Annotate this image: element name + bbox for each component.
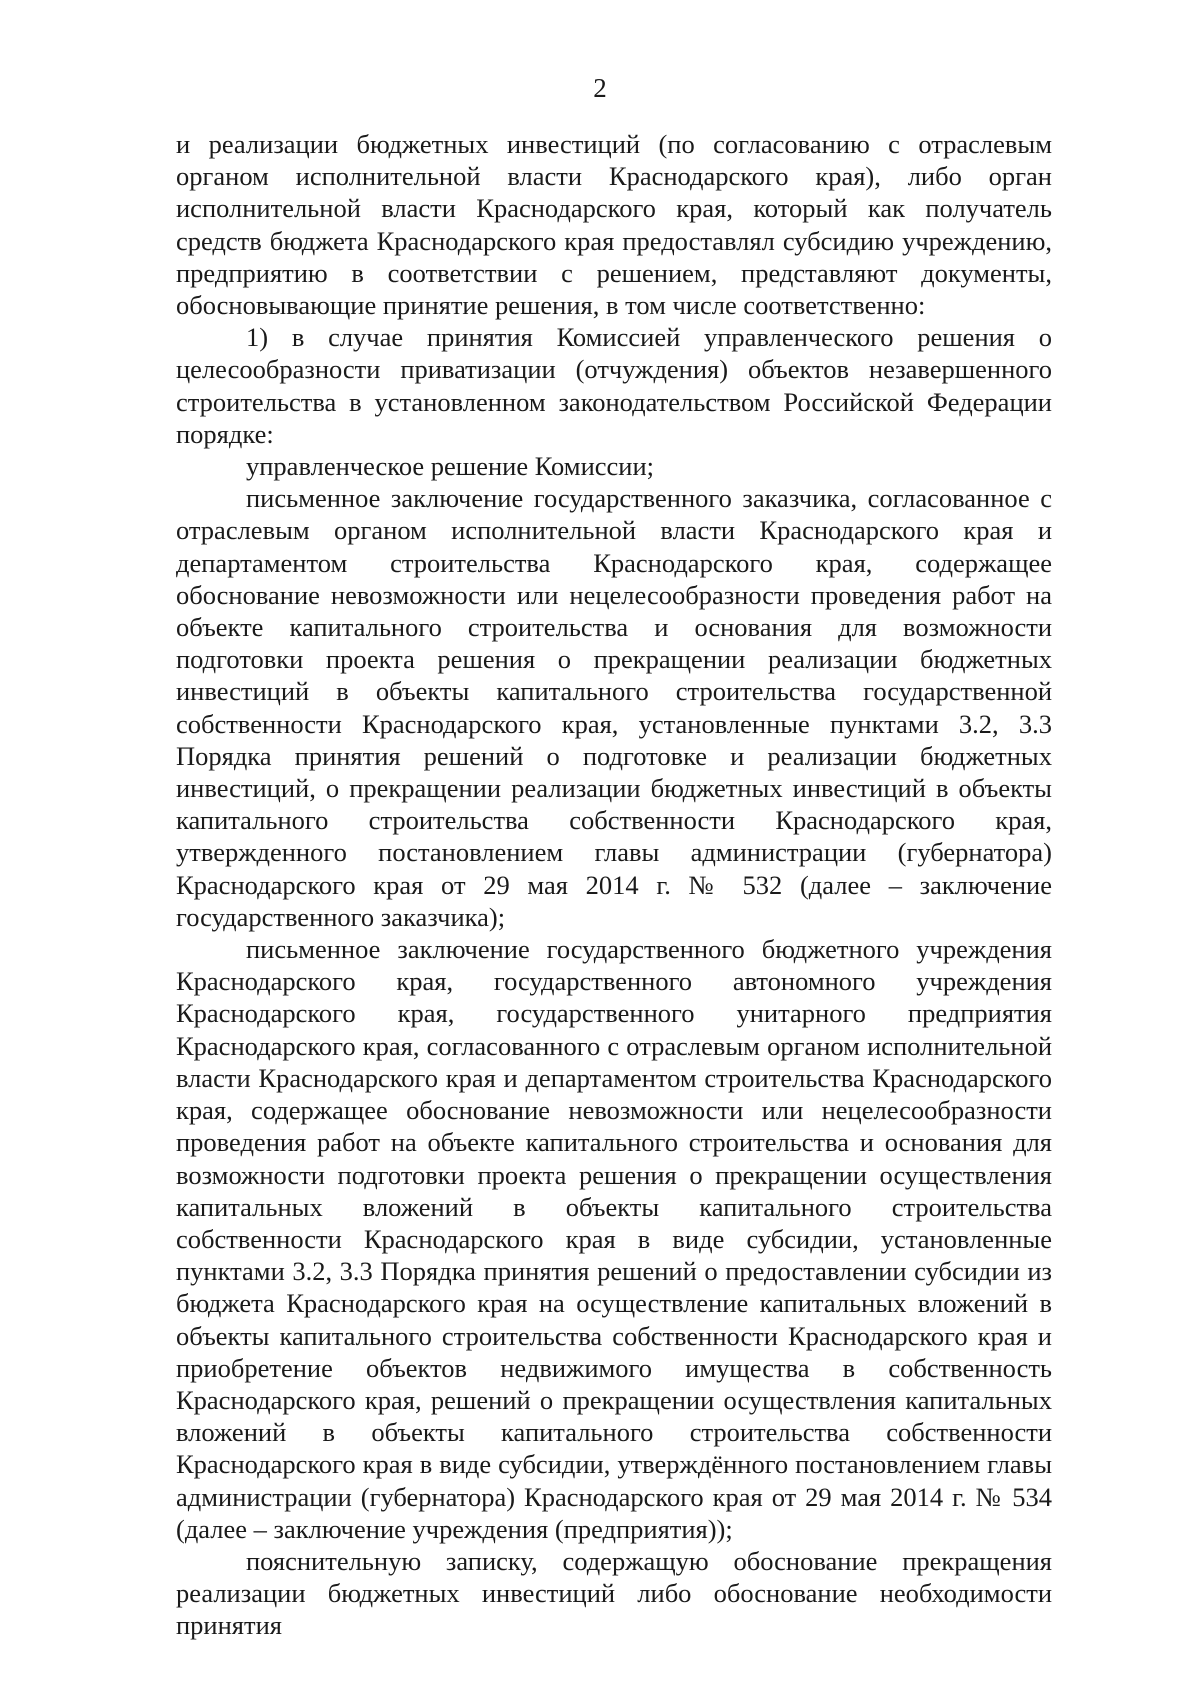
paragraph-management-decision: управленческое решение Комиссии; xyxy=(246,451,655,482)
paragraph-item-1: 1) в случае принятия Комиссией управленческого решения о целесообразности приватизации (отчуждения) объектов незавершенного строительства в установленном законодательством Российской Федерации порядке: xyxy=(176,322,1052,449)
paragraph-explanatory-note: пояснительную записку, содержащую обоснование прекращения реализации бюджетных инвестиций либо обоснование необходимости принятия xyxy=(176,1545,1052,1641)
paragraph-institution-conclusion: письменное заключение государственного бюджетного учреждения Краснодарского края, государственного автономного учреждения Краснодарского края, государственного унитарного предприятия Краснодарского края, согласованного с отраслевым органом исполнительной власти Краснодарского края и департаментом строительства Краснодарского края, содержащее обоснование невозможности или нецелесообразности проведения работ на объекте капитального строительства и основания для возможности подготовки проекта решения о прекращении осуществления капитальных вложений в объекты капитального строительства собственности Краснодарского края в виде субсидии, установленные пунктами 3.2, 3.3 Порядка принятия решений о предоставлении субсидии из бюджета Краснодарского края на осуществление капитальных вложений в объекты капитального строительства собственности Краснодарского края и приобретение объектов недвижимого имущества в собственность Краснодарского края, решений о прекращении осуществления капитальных вложений в объекты капитального строительства собственности Краснодарского края в виде субсидии, утверждённого постановлением главы администрации (губернатора) Краснодарского края от 29 мая 2014 г. № 534 (далее – заключение учреждения (предприятия)); xyxy=(176,934,1052,1544)
page-number: 2 xyxy=(593,73,607,103)
document-body xyxy=(176,128,1052,1642)
paragraph-customer-conclusion: письменное заключение государственного заказчика, согласованное с отраслевым органом исполнительной власти Краснодарского края и департаментом строительства Краснодарского края, содержащее обоснование невозможности или нецелесообразности проведения работ на объекте капитального строительства и основания для возможности подготовки проекта решения о прекращении реализации бюджетных инвестиций в объекты капитального строительства государственной собственности Краснодарского края, установленные пунктами 3.2, 3.3 Порядка принятия решений о подготовке и реализации бюджетных инвестиций, о прекращении реализации бюджетных инвестиций в объекты капитального строительства собственности Краснодарского края, утвержденного постановлением главы администрации (губернатора) Краснодарского края от 29 мая 2014 г. № 532 (далее – заключение государственного заказчика); xyxy=(176,483,1052,932)
paragraph-continuation: и реализации бюджетных инвестиций (по согласованию с отраслевым органом исполнительной власти Краснодарского края), либо орган исполнительной власти Краснодарского края, который как получатель средств бюджета Краснодарского края предоставлял субсидию учреждению, предприятию в соответствии с решением, представляют документы, обосновывающие принятие решения, в том числе соответственно: xyxy=(176,129,1052,321)
